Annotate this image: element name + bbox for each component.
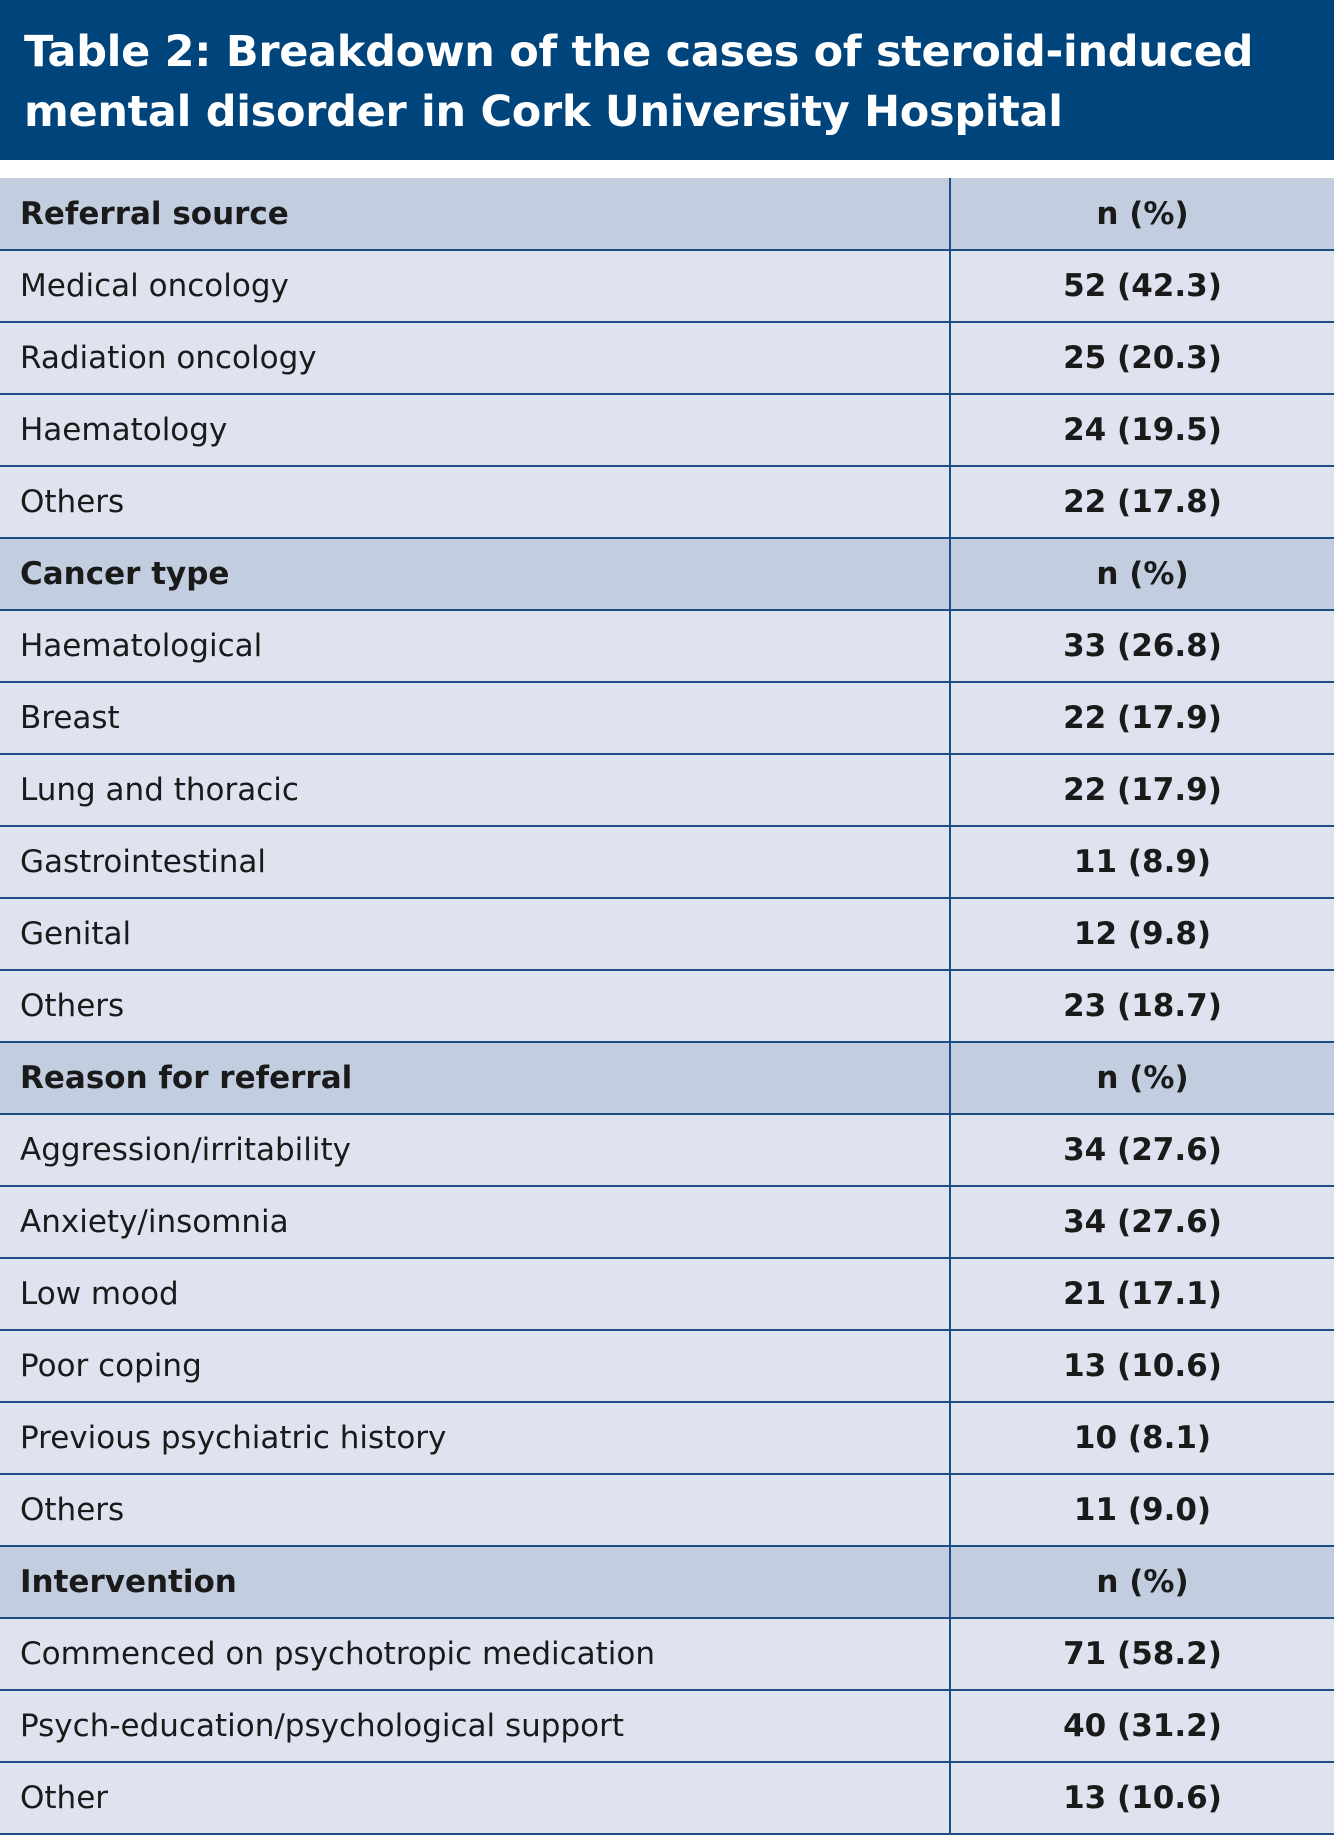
section-header-row [0, 538, 1334, 610]
section-heading: Cancer type [0, 538, 950, 610]
row-value: 13 (10.6) [950, 1762, 1334, 1834]
row-label: Breast [0, 682, 950, 754]
row-label: Haematology [0, 394, 950, 466]
table-title-bar [0, 0, 1334, 160]
row-value: 10 (8.1) [950, 1402, 1334, 1474]
row-label: Others [0, 466, 950, 538]
row-value: 33 (26.8) [950, 610, 1334, 682]
table-title: Table 2: Breakdown of the cases of steroid-induced mental disorder in Cork University Hospital [24, 27, 1254, 137]
section-heading: Referral source [0, 178, 950, 250]
table-row [0, 970, 1334, 1042]
table-row [0, 1258, 1334, 1330]
row-label: Radiation oncology [0, 322, 950, 394]
row-value: 22 (17.9) [950, 682, 1334, 754]
section-header-row [0, 1546, 1334, 1618]
row-label: Other [0, 1762, 950, 1834]
data-table-container [0, 178, 1334, 1843]
row-label: Medical oncology [0, 250, 950, 322]
table-row [0, 826, 1334, 898]
row-label: Low mood [0, 1258, 950, 1330]
table-row [0, 1690, 1334, 1762]
table-row [0, 1474, 1334, 1546]
row-label: Previous psychiatric history [0, 1402, 950, 1474]
row-label: Genital [0, 898, 950, 970]
table-body [0, 178, 1334, 1834]
row-value: 22 (17.9) [950, 754, 1334, 826]
row-value: 13 (10.6) [950, 1330, 1334, 1402]
row-value: 71 (58.2) [950, 1618, 1334, 1690]
section-header-row [0, 178, 1334, 250]
value-column-heading: n (%) [950, 1042, 1334, 1114]
row-label: Psych-education/psychological support [0, 1690, 950, 1762]
table-row [0, 1402, 1334, 1474]
row-value: 34 (27.6) [950, 1186, 1334, 1258]
table-row [0, 1114, 1334, 1186]
row-label: Haematological [0, 610, 950, 682]
row-value: 40 (31.2) [950, 1690, 1334, 1762]
row-value: 24 (19.5) [950, 394, 1334, 466]
section-header-row [0, 1042, 1334, 1114]
row-value: 21 (17.1) [950, 1258, 1334, 1330]
row-label: Anxiety/insomnia [0, 1186, 950, 1258]
value-column-heading: n (%) [950, 1546, 1334, 1618]
row-value: 34 (27.6) [950, 1114, 1334, 1186]
table-row [0, 322, 1334, 394]
value-column-heading: n (%) [950, 538, 1334, 610]
table-row [0, 610, 1334, 682]
row-value: 52 (42.3) [950, 250, 1334, 322]
table-row [0, 1762, 1334, 1834]
row-value: 12 (9.8) [950, 898, 1334, 970]
row-value: 22 (17.8) [950, 466, 1334, 538]
row-value: 11 (9.0) [950, 1474, 1334, 1546]
section-heading: Intervention [0, 1546, 950, 1618]
table-row [0, 1330, 1334, 1402]
row-label: Others [0, 970, 950, 1042]
data-table [0, 178, 1334, 1835]
value-column-heading: n (%) [950, 178, 1334, 250]
row-label: Gastrointestinal [0, 826, 950, 898]
row-value: 11 (8.9) [950, 826, 1334, 898]
table-row [0, 1618, 1334, 1690]
row-label: Lung and thoracic [0, 754, 950, 826]
row-value: 23 (18.7) [950, 970, 1334, 1042]
row-label: Commenced on psychotropic medication [0, 1618, 950, 1690]
table-row [0, 682, 1334, 754]
table-row [0, 466, 1334, 538]
table-row [0, 754, 1334, 826]
row-label: Poor coping [0, 1330, 950, 1402]
table-row [0, 394, 1334, 466]
row-value: 25 (20.3) [950, 322, 1334, 394]
row-label: Others [0, 1474, 950, 1546]
section-heading: Reason for referral [0, 1042, 950, 1114]
table-row [0, 1186, 1334, 1258]
row-label: Aggression/irritability [0, 1114, 950, 1186]
table-row [0, 898, 1334, 970]
table-row [0, 250, 1334, 322]
